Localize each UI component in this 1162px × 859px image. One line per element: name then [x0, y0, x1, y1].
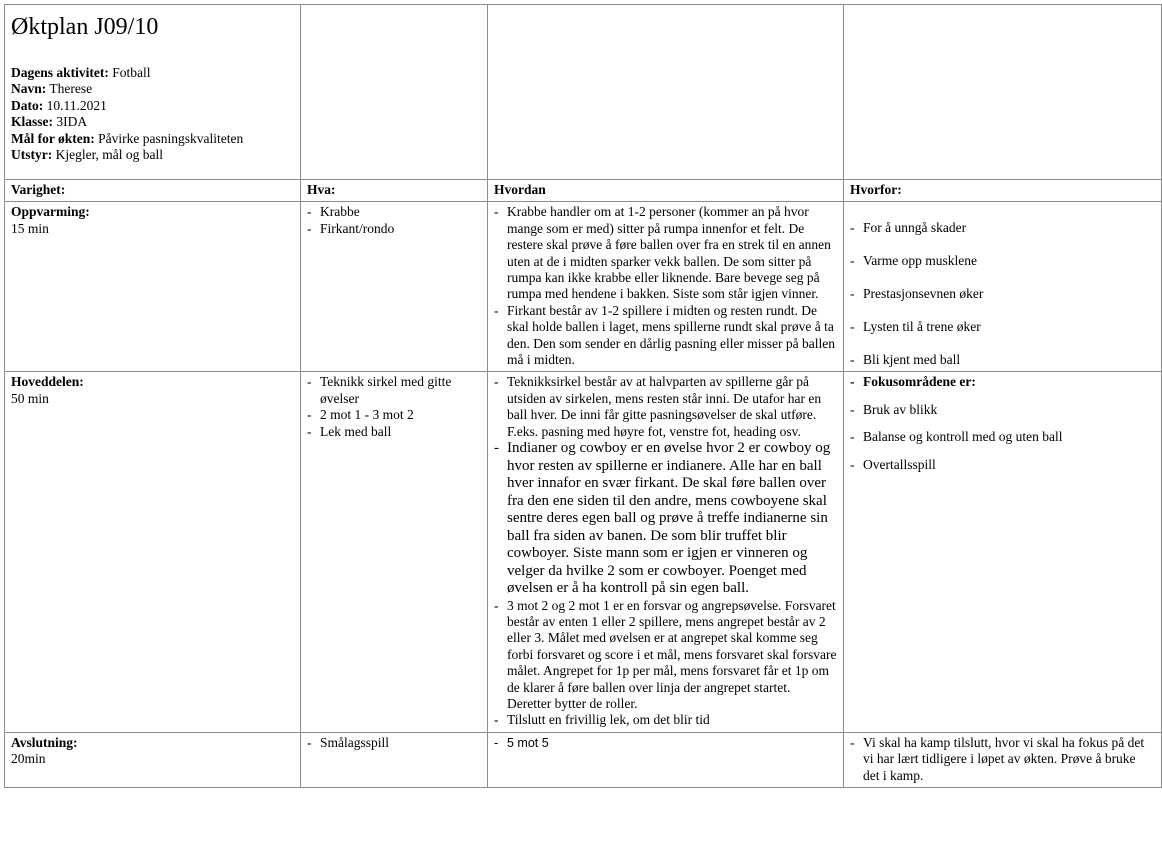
column-header-row	[5, 180, 1162, 202]
info-activity: Dagens aktivitet: Fotball	[11, 65, 151, 80]
phase-title: Hoveddelen:	[11, 374, 84, 390]
list-item: - Lysten til å trene øker	[850, 319, 1155, 335]
focus-title: - Fokusområdene er:	[850, 374, 1155, 390]
phase-cell	[5, 202, 301, 372]
empty-cell	[844, 5, 1162, 180]
how-cell	[488, 372, 844, 732]
how-cell	[488, 732, 844, 787]
phase-title: Oppvarming:	[11, 204, 90, 220]
info-class: Klasse: 3IDA	[11, 114, 88, 130]
phase-title: Avslutning:	[11, 734, 78, 750]
list-item: - 5 mot 5	[494, 735, 837, 751]
list-item: - 2 mot 1 - 3 mot 2	[307, 407, 481, 423]
what-cell	[301, 202, 488, 372]
list-item: - Teknikk sirkel med gitte øvelser	[307, 374, 481, 407]
list-item: - Teknikksirkel består av at halvparten av spillerne går på utsiden av sirkelen, mens resten står inni. De utafor har en ball hver. De inni får gitte pasningsøvelser de skal utføre. F.eks. pasning med høyre fot, venstre fot, heading osv.	[494, 374, 837, 440]
empty-cell	[488, 5, 844, 180]
why-cell	[844, 202, 1162, 372]
empty-cell	[301, 5, 488, 180]
row-warmup	[5, 202, 1162, 372]
phase-duration: 20min	[11, 751, 46, 767]
phase-cell	[5, 372, 301, 732]
page-title: Øktplan J09/10	[11, 14, 159, 40]
list-item: - Firkant/rondo	[307, 221, 481, 237]
info-date: Dato: 10.11.2021	[11, 97, 107, 113]
why-cell	[844, 372, 1162, 732]
list-item: - For å unngå skader	[850, 220, 1155, 236]
plan-info-cell	[5, 5, 301, 180]
list-item: - Krabbe	[307, 204, 481, 220]
info-goal: Mål for økten: Påvirke pasningskvaliteten	[11, 130, 244, 146]
info-equipment: Utstyr: Kjegler, mål og ball	[11, 147, 164, 163]
header-info-row	[5, 5, 1162, 180]
list-item: - Prestasjonsevnen øker	[850, 286, 1155, 302]
why-cell	[844, 732, 1162, 787]
row-main	[5, 372, 1162, 732]
list-item: - 3 mot 2 og 2 mot 1 er en forsvar og angrepsøvelse. Forsvaret består av enten 1 eller 2 spillere, mens angrepet består av 2 eller 3. Målet med øvelsen er at angrepet skal komme seg forbi forsvaret og score i et mål, mens forsvaret skal forsvare målet. Angrepet for 1p per mål, mens forsvaret får et 1p om de klarer å føre ballen over linja der angrepet startet. Deretter bytter de roller.	[494, 598, 837, 713]
header-what: Hva:	[301, 180, 488, 202]
list-item: - Krabbe handler om at 1-2 personer (kommer an på hvor mange som er med) sitter på rumpa innenfor et felt. De restere skal prøve å føre ballen over fra en strek til en annen uten at de i midten sparker vekk ballen. De som sitter på rumpa kan ikke krabbe eller liknende. Bare bevege seg på rumpa med hendene i bakken. Siste som står igjen vinner.	[494, 204, 837, 302]
header-how: Hvordan	[488, 180, 844, 202]
list-item: - Tilslutt en frivillig lek, om det blir tid	[494, 712, 837, 728]
phase-cell	[5, 732, 301, 787]
list-item: - Smålagsspill	[307, 735, 481, 751]
row-closing	[5, 732, 1162, 787]
lesson-plan-table	[4, 4, 1162, 788]
list-item: - Indianer og cowboy er en øvelse hvor 2 er cowboy og hvor resten av spillerne er indianere. Alle har en ball hver innafor en svær firkant. De skal føre ballen over fra den ene siden til den andre, mens cowboyene skal sentre deres egen ball og prøve å treffe indianerne sin ball fra siden av banen. De som blir truffet blir cowboyer. Siste mann som er igjen er vinneren og velger da hvilke 2 som er cowboyer. Poenget med øvelsen er å ha kontroll på sin egen ball.	[494, 440, 837, 598]
list-item: - Vi skal ha kamp tilslutt, hvor vi skal ha fokus på det vi har lært tidligere i løpet av økten. Prøve å bruke det i kamp.	[850, 735, 1155, 784]
list-item: - Overtallsspill	[850, 457, 1155, 473]
phase-duration: 50 min	[11, 390, 49, 406]
list-item: - Balanse og kontroll med og uten ball	[850, 429, 1155, 445]
info-list	[11, 65, 294, 163]
header-duration: Varighet:	[5, 180, 301, 202]
header-why: Hvorfor:	[844, 180, 1162, 202]
list-item: - Bruk av blikk	[850, 402, 1155, 418]
what-cell	[301, 732, 488, 787]
list-item: - Lek med ball	[307, 424, 481, 440]
info-name: Navn: Therese	[11, 81, 93, 97]
how-cell	[488, 202, 844, 372]
what-cell	[301, 372, 488, 732]
list-item: - Varme opp musklene	[850, 253, 1155, 269]
list-item: - Firkant består av 1-2 spillere i midten og resten rundt. De skal holde ballen i laget, mens spillerne rundt skal prøve å ta den. Den som sender en dårlig pasning eller misser på ballen må i midten.	[494, 303, 837, 369]
phase-duration: 15 min	[11, 220, 49, 236]
list-item: - Bli kjent med ball	[850, 352, 1155, 368]
